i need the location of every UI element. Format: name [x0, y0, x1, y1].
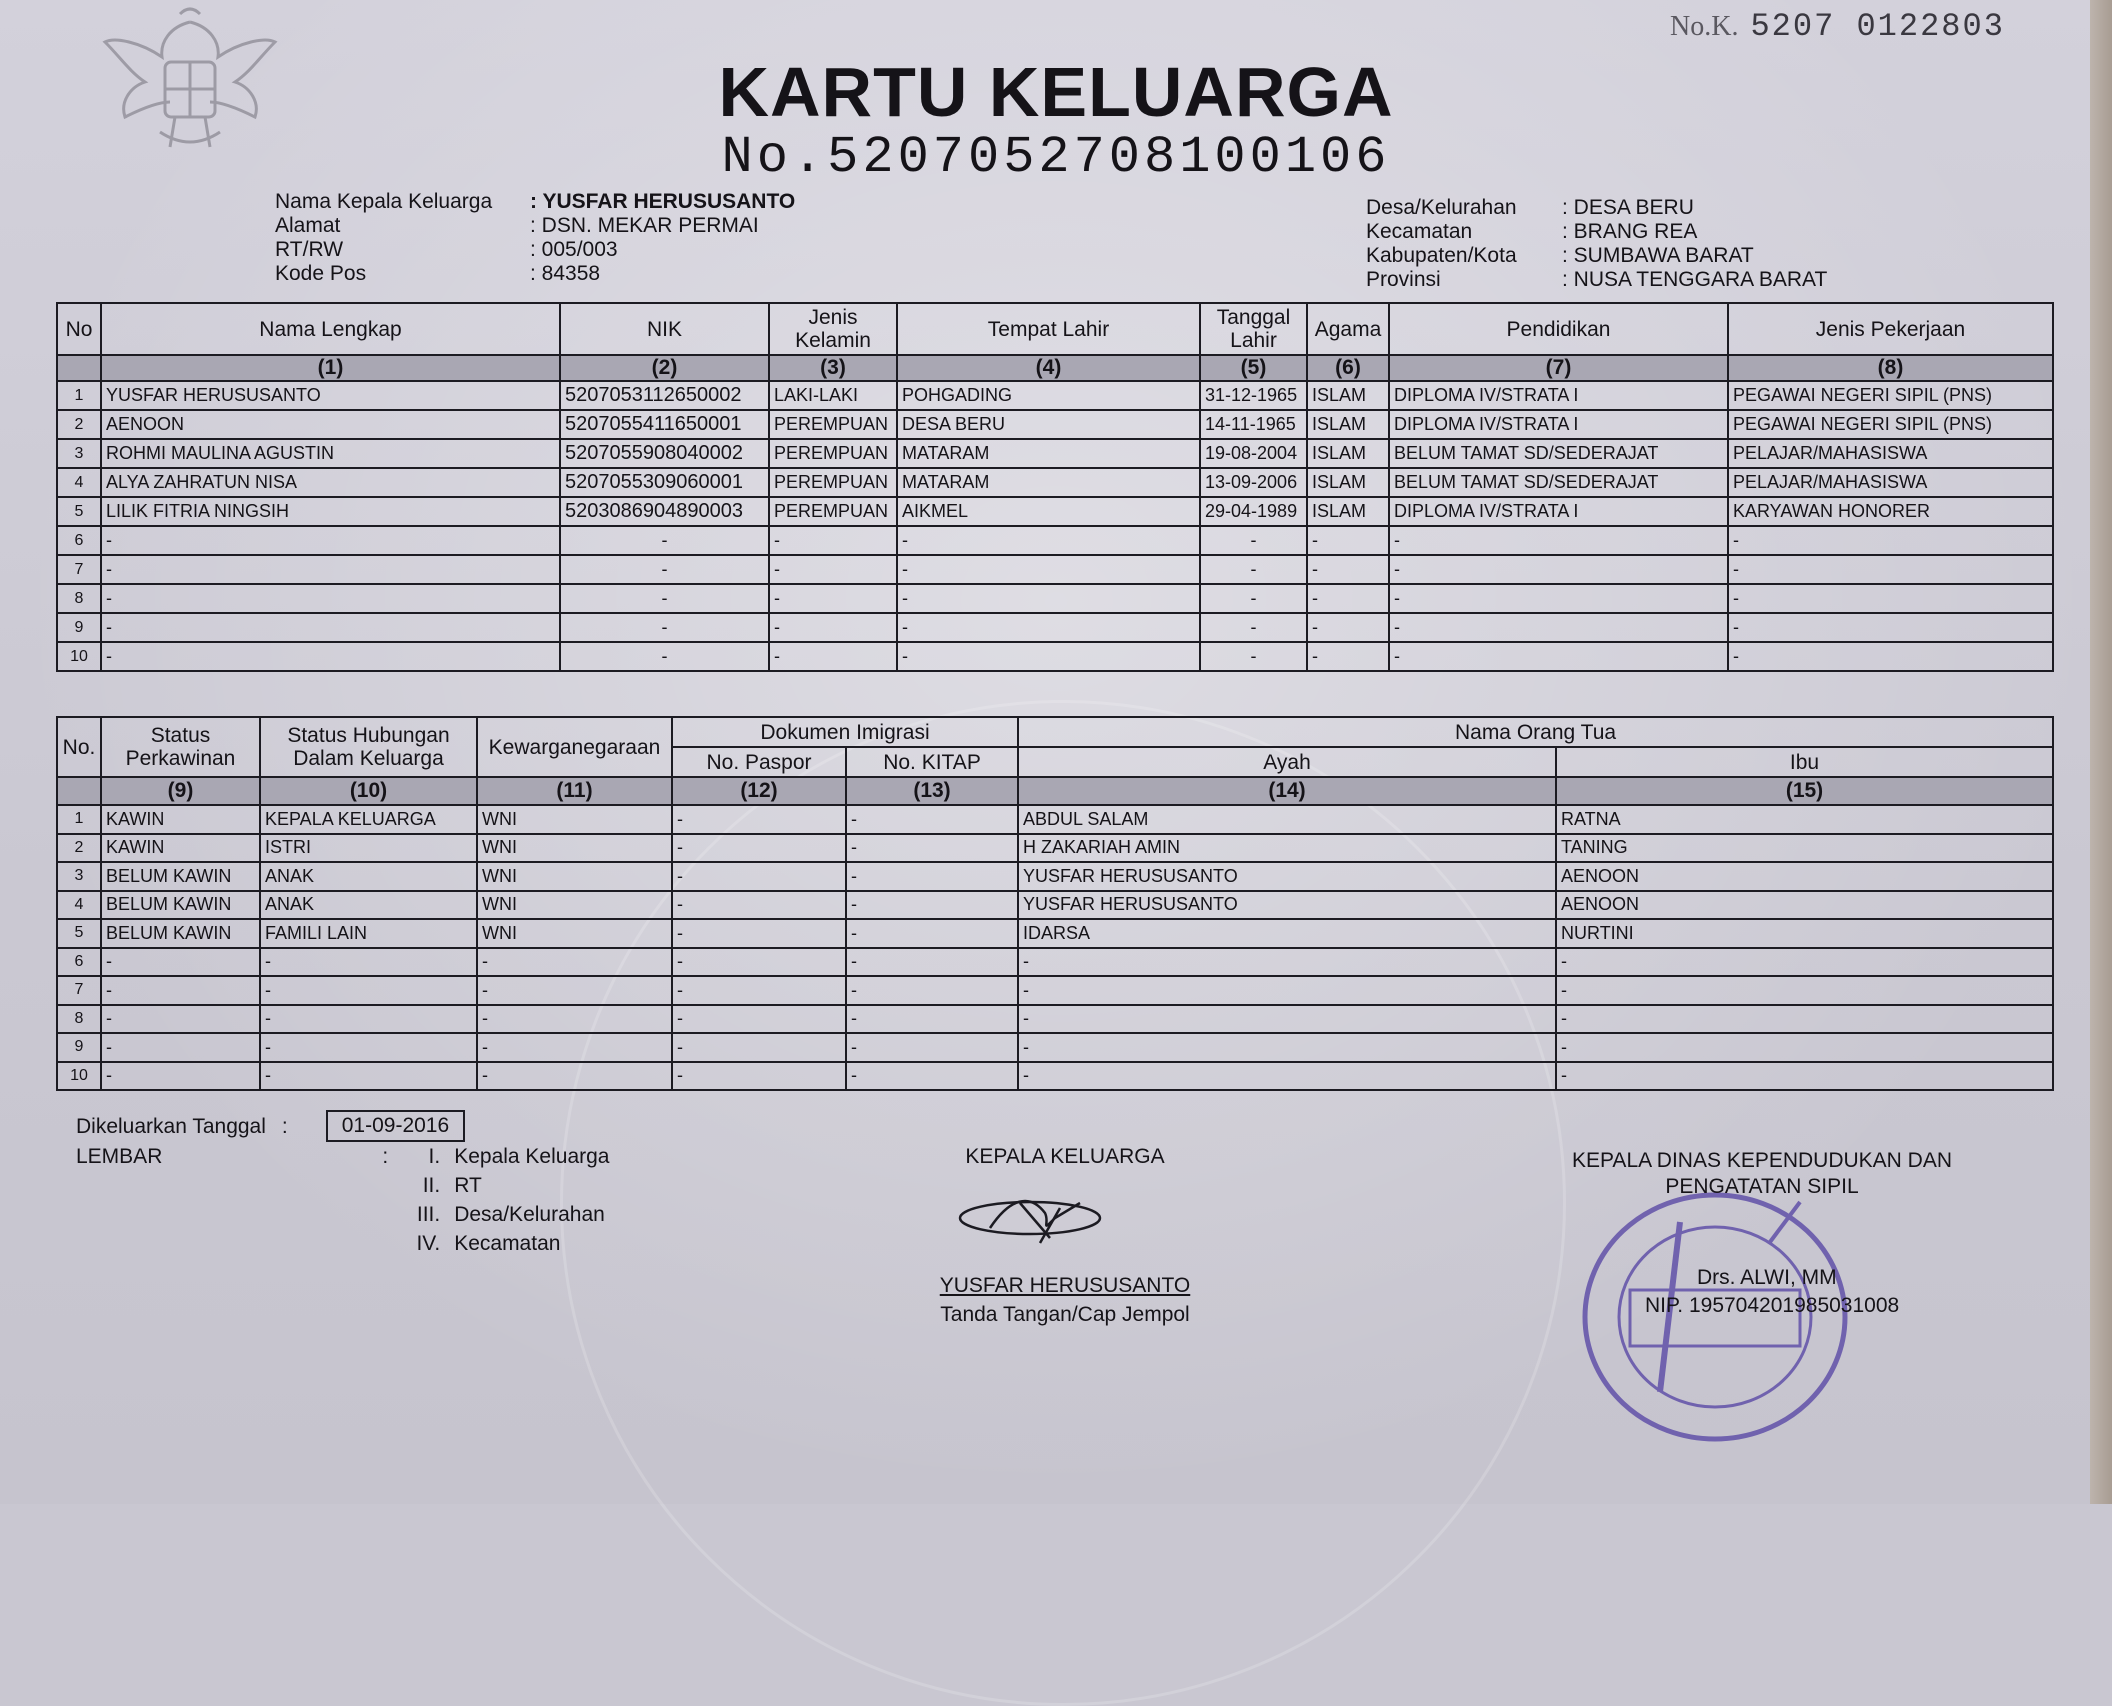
nik-cell: - — [560, 526, 769, 555]
relationship-cell: ANAK — [260, 891, 477, 920]
marital-status-cell: - — [101, 1033, 260, 1062]
mother-name-cell: - — [1556, 1033, 2053, 1062]
full-name-cell: ALYA ZAHRATUN NISA — [101, 468, 560, 497]
lembar-text: RT — [454, 1174, 482, 1197]
birthplace-cell: - — [897, 642, 1200, 671]
citizenship-cell: - — [477, 948, 672, 977]
religion-cell: - — [1307, 613, 1389, 642]
gender-cell: - — [769, 613, 897, 642]
relationship-cell: - — [260, 948, 477, 977]
occupation-cell: - — [1728, 613, 2053, 642]
relationship-cell: ANAK — [260, 862, 477, 891]
col-header-education: Pendidikan — [1389, 303, 1728, 355]
col-header-citizenship: Kewarganegaraan — [477, 717, 672, 777]
passport-no-cell: - — [672, 1005, 846, 1034]
citizenship-cell: WNI — [477, 919, 672, 948]
family-status-body — [57, 805, 2053, 1090]
table-row — [57, 976, 2053, 1005]
kk-serial-label: No.K. — [1670, 11, 1739, 42]
header-row-regency — [1366, 244, 1827, 268]
education-cell: - — [1389, 584, 1728, 613]
birthdate-cell: 29-04-1989 — [1200, 497, 1307, 526]
citizenship-cell: - — [477, 1062, 672, 1091]
row-no-cell: 8 — [57, 584, 101, 613]
marital-status-cell: - — [101, 948, 260, 977]
birthplace-cell: - — [897, 584, 1200, 613]
page-title: KARTU KELUARGA — [718, 53, 1394, 131]
birthdate-cell: - — [1200, 555, 1307, 584]
official-block — [1645, 1264, 1899, 1320]
religion-cell: ISLAM — [1307, 410, 1389, 439]
header-value: : 84358 — [530, 262, 601, 285]
column-number: (8) — [1728, 355, 2053, 381]
gender-cell: - — [769, 555, 897, 584]
col-header-occupation: Jenis Pekerjaan — [1728, 303, 2053, 355]
relationship-cell: - — [260, 1005, 477, 1034]
marital-status-cell: BELUM KAWIN — [101, 862, 260, 891]
full-name-cell: - — [101, 584, 560, 613]
header-left — [275, 190, 795, 286]
education-cell: - — [1389, 555, 1728, 584]
occupation-cell: - — [1728, 584, 2053, 613]
column-number: (1) — [101, 355, 560, 381]
mother-name-cell: - — [1556, 1005, 2053, 1034]
religion-cell: ISLAM — [1307, 468, 1389, 497]
mother-name-cell: - — [1556, 1062, 2053, 1091]
table-row — [57, 1062, 2053, 1091]
table-row — [57, 1033, 2053, 1062]
table-row — [57, 584, 2053, 613]
citizenship-cell: - — [477, 1033, 672, 1062]
marital-status-cell: - — [101, 1005, 260, 1034]
relationship-cell: ISTRI — [260, 834, 477, 863]
citizenship-cell: WNI — [477, 834, 672, 863]
column-number: (4) — [897, 355, 1200, 381]
birthdate-cell: 31-12-1965 — [1200, 381, 1307, 410]
lembar-roman: I. — [428, 1145, 441, 1168]
col-header-marital-status — [101, 717, 260, 777]
occupation-cell: PEGAWAI NEGERI SIPIL (PNS) — [1728, 410, 2053, 439]
birthplace-cell: - — [897, 555, 1200, 584]
table-row — [57, 891, 2053, 920]
occupation-cell: - — [1728, 526, 2053, 555]
table-row — [57, 834, 2053, 863]
column-number: (5) — [1200, 355, 1307, 381]
occupation-cell: KARYAWAN HONORER — [1728, 497, 2053, 526]
occupation-cell: PEGAWAI NEGERI SIPIL (PNS) — [1728, 381, 2053, 410]
marital-status-cell: BELUM KAWIN — [101, 891, 260, 920]
kitap-no-cell: - — [846, 976, 1018, 1005]
father-name-cell: H ZAKARIAH AMIN — [1018, 834, 1556, 863]
nik-cell: 5207055411650001 — [560, 410, 769, 439]
passport-no-cell: - — [672, 834, 846, 863]
header-value: : SUMBAWA BARAT — [1562, 244, 1754, 267]
occupation-cell: - — [1728, 642, 2053, 671]
gender-cell: PEREMPUAN — [769, 439, 897, 468]
full-name-cell: - — [101, 613, 560, 642]
col-header-marital-status-text: Status Perkawinan — [125, 724, 236, 770]
education-cell: BELUM TAMAT SD/SEDERAJAT — [1389, 439, 1728, 468]
col-header-gender-text: Jenis Kelamin — [795, 306, 871, 352]
lembar-colon: : — [382, 1145, 389, 1168]
copy-distribution — [76, 1142, 610, 1258]
col-header-birthdate — [1200, 303, 1307, 355]
education-cell: - — [1389, 613, 1728, 642]
column-number: (11) — [477, 777, 672, 805]
family-status-table — [56, 716, 2054, 1091]
column-number-row — [57, 777, 2053, 805]
relationship-cell: - — [260, 976, 477, 1005]
birthplace-cell: MATARAM — [897, 439, 1200, 468]
marital-status-cell: - — [101, 976, 260, 1005]
father-name-cell: - — [1018, 1062, 1556, 1091]
citizenship-cell: WNI — [477, 891, 672, 920]
page-edge — [2090, 0, 2112, 1504]
agency-head-title: KEPALA DINAS KEPENDUDUKAN DAN PENGATATAN SIPIL — [1571, 1149, 1953, 1198]
passport-no-cell: - — [672, 805, 846, 834]
column-number: (2) — [560, 355, 769, 381]
father-name-cell: ABDUL SALAM — [1018, 805, 1556, 834]
issued-label: Dikeluarkan Tanggal — [76, 1114, 266, 1138]
mother-name-cell: NURTINI — [1556, 919, 2053, 948]
table-row — [57, 439, 2053, 468]
header-value: : NUSA TENGGARA BARAT — [1562, 268, 1828, 291]
kk-serial-number — [1670, 8, 2005, 45]
family-head-name: YUSFAR HERUSUSANTO — [939, 1274, 1191, 1297]
religion-cell: ISLAM — [1307, 497, 1389, 526]
header-label: Kode Pos — [275, 262, 367, 285]
birthplace-cell: - — [897, 526, 1200, 555]
header-value: : DESA BERU — [1562, 196, 1694, 219]
lembar-roman: II. — [422, 1174, 441, 1197]
lembar-list — [398, 1142, 609, 1258]
education-cell: DIPLOMA IV/STRATA I — [1389, 381, 1728, 410]
header-value: : DSN. MEKAR PERMAI — [530, 214, 759, 237]
lembar-item — [398, 1142, 609, 1171]
row-no-cell: 5 — [57, 497, 101, 526]
row-no-cell: 7 — [57, 555, 101, 584]
kitap-no-cell: - — [846, 834, 1018, 863]
gender-cell: - — [769, 526, 897, 555]
header-row-postcode — [275, 262, 795, 286]
header-row-head — [275, 190, 795, 214]
row-no-cell: 1 — [57, 381, 101, 410]
table-row — [57, 919, 2053, 948]
birthdate-cell: - — [1200, 584, 1307, 613]
birthdate-cell: - — [1200, 642, 1307, 671]
nik-cell: - — [560, 613, 769, 642]
col-header-birthdate-text: Tanggal Lahir — [1216, 306, 1291, 352]
birthdate-cell: - — [1200, 526, 1307, 555]
lembar-text: Kepala Keluarga — [454, 1145, 610, 1168]
lembar-item — [398, 1229, 609, 1258]
header-row-province — [1366, 268, 1827, 292]
header-label: Kecamatan — [1366, 220, 1473, 243]
birthdate-cell: 19-08-2004 — [1200, 439, 1307, 468]
mother-name-cell: AENOON — [1556, 891, 2053, 920]
official-name: Drs. ALWI, MM — [1697, 1266, 1837, 1289]
issued-colon: : — [281, 1114, 288, 1138]
table-row — [57, 642, 2053, 671]
marital-status-cell: KAWIN — [101, 834, 260, 863]
education-cell: BELUM TAMAT SD/SEDERAJAT — [1389, 468, 1728, 497]
father-name-cell: - — [1018, 948, 1556, 977]
row-no-cell: 2 — [57, 410, 101, 439]
full-name-cell: - — [101, 526, 560, 555]
row-no-cell: 10 — [57, 1062, 101, 1091]
lembar-roman: IV. — [416, 1232, 441, 1255]
family-members-body — [57, 381, 2053, 671]
religion-cell: - — [1307, 526, 1389, 555]
birthdate-cell: 14-11-1965 — [1200, 410, 1307, 439]
row-no-cell: 4 — [57, 891, 101, 920]
column-number: (12) — [672, 777, 846, 805]
lembar-text: Kecamatan — [454, 1232, 561, 1255]
col-header-gender — [769, 303, 897, 355]
passport-no-cell: - — [672, 948, 846, 977]
kitap-no-cell: - — [846, 1005, 1018, 1034]
birthplace-cell: MATARAM — [897, 468, 1200, 497]
column-number: (3) — [769, 355, 897, 381]
relationship-cell: KEPALA KELUARGA — [260, 805, 477, 834]
issued-date: 01-09-2016 — [326, 1110, 465, 1142]
row-no-cell: 8 — [57, 1005, 101, 1034]
religion-cell: ISLAM — [1307, 381, 1389, 410]
full-name-cell: AENOON — [101, 410, 560, 439]
header-row-rtrw — [275, 238, 795, 262]
header-value: : 005/003 — [530, 238, 618, 261]
full-name-cell: YUSFAR HERUSUSANTO — [101, 381, 560, 410]
header-label: Desa/Kelurahan — [1366, 196, 1517, 219]
mother-name-cell: RATNA — [1556, 805, 2053, 834]
kitap-no-cell: - — [846, 862, 1018, 891]
kitap-no-cell: - — [846, 948, 1018, 977]
column-number: (9) — [101, 777, 260, 805]
birthplace-cell: - — [897, 613, 1200, 642]
gender-cell: - — [769, 642, 897, 671]
header-label: RT/RW — [275, 238, 344, 261]
column-number: (7) — [1389, 355, 1728, 381]
col-header-nik: NIK — [560, 303, 769, 355]
passport-no-cell: - — [672, 1033, 846, 1062]
father-name-cell: - — [1018, 1005, 1556, 1034]
col-header-birthplace: Tempat Lahir — [897, 303, 1200, 355]
handwritten-signature — [950, 1188, 1130, 1258]
full-name-cell: - — [101, 555, 560, 584]
birthplace-cell: POHGADING — [897, 381, 1200, 410]
row-no-cell: 3 — [57, 862, 101, 891]
marital-status-cell: KAWIN — [101, 805, 260, 834]
lembar-item — [398, 1171, 609, 1200]
row-no-cell: 9 — [57, 613, 101, 642]
relationship-cell: - — [260, 1033, 477, 1062]
gender-cell: LAKI-LAKI — [769, 381, 897, 410]
table-row — [57, 613, 2053, 642]
col-header-parents: Nama Orang Tua — [1018, 717, 2053, 747]
col-header-relationship-text: Status Hubungan Dalam Keluarga — [287, 724, 450, 770]
education-cell: DIPLOMA IV/STRATA I — [1389, 497, 1728, 526]
column-number: (13) — [846, 777, 1018, 805]
kitap-no-cell: - — [846, 919, 1018, 948]
table-row — [57, 1005, 2053, 1034]
kitap-no-cell: - — [846, 1062, 1018, 1091]
gender-cell: PEREMPUAN — [769, 497, 897, 526]
family-members-table — [56, 302, 2054, 672]
birthplace-cell: DESA BERU — [897, 410, 1200, 439]
occupation-cell: - — [1728, 555, 2053, 584]
mother-name-cell: TANING — [1556, 834, 2053, 863]
row-no-cell: 2 — [57, 834, 101, 863]
col-header-religion: Agama — [1307, 303, 1389, 355]
passport-no-cell: - — [672, 1062, 846, 1091]
table-row — [57, 862, 2053, 891]
nik-cell: 5207055908040002 — [560, 439, 769, 468]
header-row-village — [1366, 196, 1827, 220]
education-cell: DIPLOMA IV/STRATA I — [1389, 410, 1728, 439]
header-label: Alamat — [275, 214, 341, 237]
row-no-cell: 6 — [57, 948, 101, 977]
kitap-no-cell: - — [846, 805, 1018, 834]
citizenship-cell: WNI — [477, 862, 672, 891]
signature-caption: Tanda Tangan/Cap Jempol — [940, 1303, 1190, 1326]
table-row — [57, 410, 2053, 439]
col-header-passport: No. Paspor — [672, 747, 846, 777]
religion-cell: - — [1307, 584, 1389, 613]
relationship-cell: FAMILI LAIN — [260, 919, 477, 948]
table-row — [57, 948, 2053, 977]
col-header-kitap: No. KITAP — [846, 747, 1018, 777]
header-label: Provinsi — [1366, 268, 1441, 291]
father-name-cell: - — [1018, 1033, 1556, 1062]
birthdate-cell: 13-09-2006 — [1200, 468, 1307, 497]
religion-cell: - — [1307, 555, 1389, 584]
nik-cell: 5207055309060001 — [560, 468, 769, 497]
citizenship-cell: - — [477, 976, 672, 1005]
passport-no-cell: - — [672, 976, 846, 1005]
occupation-cell: PELAJAR/MAHASISWA — [1728, 439, 2053, 468]
official-nip: NIP. 195704201985031008 — [1645, 1294, 1900, 1317]
education-cell: - — [1389, 642, 1728, 671]
citizenship-cell: - — [477, 1005, 672, 1034]
education-cell: - — [1389, 526, 1728, 555]
citizenship-cell: WNI — [477, 805, 672, 834]
col-header-no: No — [57, 303, 101, 355]
full-name-cell: LILIK FITRIA NINGSIH — [101, 497, 560, 526]
table-row — [57, 805, 2053, 834]
column-number: (10) — [260, 777, 477, 805]
nik-cell: - — [560, 584, 769, 613]
table-row — [57, 381, 2053, 410]
passport-no-cell: - — [672, 891, 846, 920]
lembar-label: LEMBAR — [76, 1145, 163, 1168]
religion-cell: ISLAM — [1307, 439, 1389, 468]
header-label: Kabupaten/Kota — [1366, 244, 1517, 267]
nik-cell: 5207053112650002 — [560, 381, 769, 410]
birthdate-cell: - — [1200, 613, 1307, 642]
header-row-address — [275, 214, 795, 238]
header-value: : BRANG REA — [1562, 220, 1698, 243]
column-number: (14) — [1018, 777, 1556, 805]
table-row — [57, 526, 2053, 555]
nik-cell: - — [560, 642, 769, 671]
row-no-cell: 4 — [57, 468, 101, 497]
relationship-cell: - — [260, 1062, 477, 1091]
kitap-no-cell: - — [846, 1033, 1018, 1062]
mother-name-cell: AENOON — [1556, 862, 2053, 891]
table-header-row — [57, 303, 2053, 355]
table-row — [57, 497, 2053, 526]
birthplace-cell: AIKMEL — [897, 497, 1200, 526]
kk-serial-value: 5207 0122803 — [1750, 8, 2005, 45]
passport-no-cell: - — [672, 862, 846, 891]
mother-name-cell: - — [1556, 948, 2053, 977]
column-number: (6) — [1307, 355, 1389, 381]
marital-status-cell: - — [101, 1062, 260, 1091]
full-name-cell: - — [101, 642, 560, 671]
header-value: : YUSFAR HERUSUSANTO — [530, 190, 796, 213]
col-header-immigration-docs: Dokumen Imigrasi — [672, 717, 1018, 747]
father-name-cell: IDARSA — [1018, 919, 1556, 948]
table-row — [57, 468, 2053, 497]
passport-no-cell: - — [672, 919, 846, 948]
row-no-cell: 10 — [57, 642, 101, 671]
column-number-blank — [57, 355, 101, 381]
col-header-mother: Ibu — [1556, 747, 2053, 777]
lembar-item — [398, 1200, 609, 1229]
mother-name-cell: - — [1556, 976, 2053, 1005]
religion-cell: - — [1307, 642, 1389, 671]
father-name-cell: - — [1018, 976, 1556, 1005]
col-header-relationship — [260, 717, 477, 777]
nik-cell: - — [560, 555, 769, 584]
gender-cell: PEREMPUAN — [769, 410, 897, 439]
table-row — [57, 555, 2053, 584]
kitap-no-cell: - — [846, 891, 1018, 920]
lembar-text: Desa/Kelurahan — [454, 1203, 605, 1226]
column-number: (15) — [1556, 777, 2053, 805]
father-name-cell: YUSFAR HERUSUSANTO — [1018, 862, 1556, 891]
family-card-number: No.5207052708100106 — [721, 128, 1391, 187]
issued-date-line — [76, 1110, 465, 1142]
row-no-cell: 9 — [57, 1033, 101, 1062]
col-header-no: No. — [57, 717, 101, 777]
column-number-blank — [57, 777, 101, 805]
lembar-roman: III. — [416, 1203, 441, 1226]
header-label: Nama Kepala Keluarga — [275, 190, 493, 213]
row-no-cell: 6 — [57, 526, 101, 555]
full-name-cell: ROHMI MAULINA AGUSTIN — [101, 439, 560, 468]
gender-cell: - — [769, 584, 897, 613]
col-header-father: Ayah — [1018, 747, 1556, 777]
col-header-name: Nama Lengkap — [101, 303, 560, 355]
family-head-title: KEPALA KELUARGA — [965, 1145, 1165, 1168]
marital-status-cell: BELUM KAWIN — [101, 919, 260, 948]
gender-cell: PEREMPUAN — [769, 468, 897, 497]
column-number-row — [57, 355, 2053, 381]
row-no-cell: 3 — [57, 439, 101, 468]
header-row-district — [1366, 220, 1827, 244]
nik-cell: 5203086904890003 — [560, 497, 769, 526]
father-name-cell: YUSFAR HERUSUSANTO — [1018, 891, 1556, 920]
row-no-cell: 5 — [57, 919, 101, 948]
header-right — [1366, 196, 1827, 292]
table-header-row — [57, 717, 2053, 747]
row-no-cell: 1 — [57, 805, 101, 834]
occupation-cell: PELAJAR/MAHASISWA — [1728, 468, 2053, 497]
row-no-cell: 7 — [57, 976, 101, 1005]
